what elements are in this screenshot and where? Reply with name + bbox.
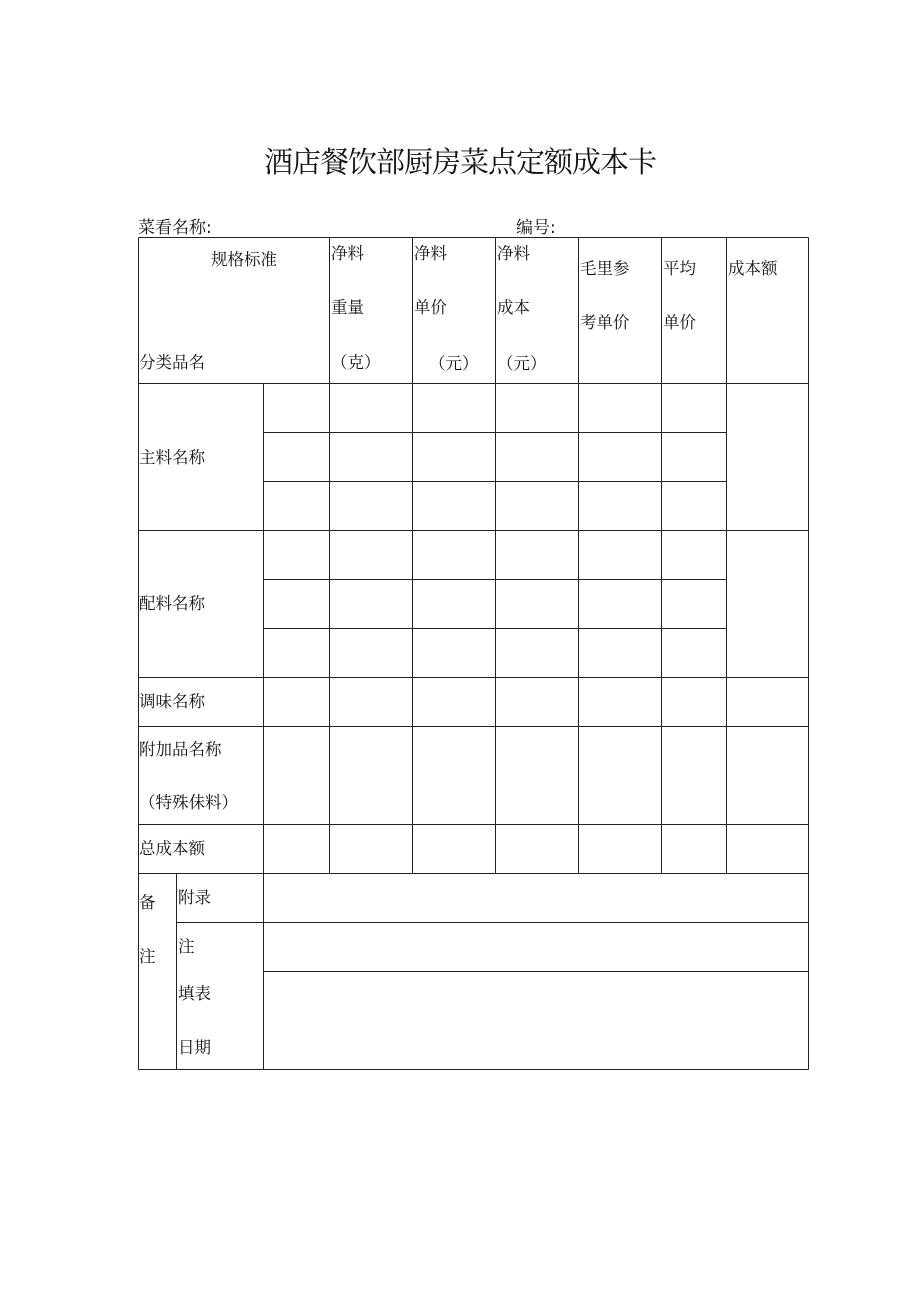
row-auxiliary-ingredient-label: 配料名称 — [139, 594, 205, 613]
col-avg-price-l1: 平均 — [663, 259, 696, 278]
col-net-cost-unit: （元） — [497, 354, 547, 373]
appendix-label-2: 注 — [178, 937, 195, 956]
col-net-weight-unit: （克） — [331, 353, 381, 372]
filled-date-label-1: 填表 — [178, 984, 211, 1003]
col-avg-price-l2: 单价 — [663, 313, 696, 332]
code-label: 编号: — [516, 218, 556, 238]
remarks-label-1: 备 — [139, 893, 156, 912]
col-net-price-l1: 净料 — [414, 244, 447, 263]
row-seasoning-label: 调味名称 — [139, 692, 205, 711]
dish-name-label: 菜看名称: — [138, 218, 212, 238]
col-net-cost-l1: 净料 — [497, 244, 530, 263]
row-addon-label-l1: 附加品名称 — [139, 740, 222, 759]
page-title: 酒店餐饮部厨房菜点定额成本卡 — [263, 145, 656, 179]
filled-date-label-2: 日期 — [178, 1038, 211, 1057]
row-main-ingredient-label: 主料名称 — [139, 448, 205, 467]
row-addon-label-l2: （特殊佅料） — [139, 793, 238, 812]
col-net-cost-l2: 成本 — [497, 298, 530, 317]
corner-spec-label: 规格标准 — [211, 250, 277, 269]
col-net-price-unit: （元） — [429, 354, 479, 373]
col-gross-ref-price-l1: 毛里参 — [580, 259, 630, 278]
remarks-label-2: 注 — [139, 947, 156, 966]
row-total-cost-label: 总成本额 — [139, 839, 205, 858]
col-net-weight-l1: 净料 — [331, 244, 364, 263]
corner-category-label: 分类品名 — [139, 353, 205, 372]
col-cost-amount: 成本额 — [728, 259, 778, 278]
col-gross-ref-price-l2: 考单价 — [580, 313, 630, 332]
col-net-price-l2: 单价 — [414, 298, 447, 317]
col-net-weight-l2: 重量 — [331, 298, 364, 317]
appendix-label-1: 附录 — [178, 888, 211, 907]
